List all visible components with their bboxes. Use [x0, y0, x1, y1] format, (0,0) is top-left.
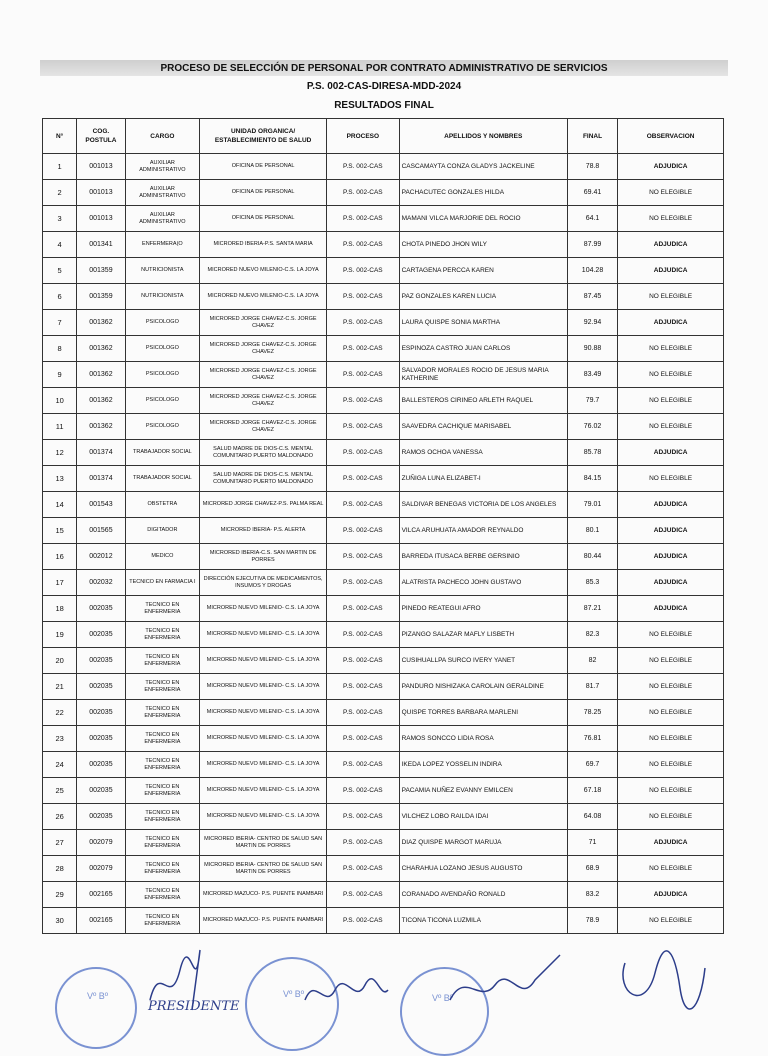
- process: P.S. 002-CAS: [327, 362, 400, 388]
- process: P.S. 002-CAS: [327, 804, 400, 830]
- row-number: 6: [43, 284, 77, 310]
- position: AUXILIAR ADMINISTRATIVO: [125, 180, 200, 206]
- final-score: 92.94: [567, 310, 617, 336]
- candidate-code: 001341: [77, 232, 125, 258]
- row-number: 26: [43, 804, 77, 830]
- position: TECNICO EN ENFERMERIA: [125, 674, 200, 700]
- process: P.S. 002-CAS: [327, 232, 400, 258]
- health-unit: MICRORED IBERIA- CENTRO DE SALUD SAN MARTIN DE PORRES: [200, 856, 327, 882]
- position: AUXILIAR ADMINISTRATIVO: [125, 206, 200, 232]
- position: TECNICO EN ENFERMERIA: [125, 778, 200, 804]
- health-unit: MICRORED NUEVO MILENIO- C.S. LA JOYA: [200, 700, 327, 726]
- health-unit: OFICINA DE PERSONAL: [200, 154, 327, 180]
- header-cell-final: FINAL: [567, 119, 617, 154]
- observation: NO ELEGIBLE: [618, 180, 724, 206]
- table-row: [43, 830, 724, 856]
- table-header-row: [43, 119, 724, 154]
- candidate-name: SALVADOR MORALES ROCIO DE JESUS MARIA KATHERINE: [399, 362, 567, 388]
- signature-area: [0, 935, 768, 1024]
- table-row: [43, 726, 724, 752]
- candidate-name: CARTAGENA PERCCA KAREN: [399, 258, 567, 284]
- row-number: 15: [43, 518, 77, 544]
- observation: NO ELEGIBLE: [618, 804, 724, 830]
- observation: ADJUDICA: [618, 492, 724, 518]
- candidate-name: IKEDA LOPEZ YOSSELIN INDIRA: [399, 752, 567, 778]
- final-score: 64.1: [567, 206, 617, 232]
- observation: NO ELEGIBLE: [618, 752, 724, 778]
- candidate-name: BARREDA ITUSACA BERBE GERSINIO: [399, 544, 567, 570]
- position: NUTRICIONISTA: [125, 284, 200, 310]
- table-row: [43, 648, 724, 674]
- row-number: 17: [43, 570, 77, 596]
- final-score: 82.3: [567, 622, 617, 648]
- process: P.S. 002-CAS: [327, 622, 400, 648]
- table-row: [43, 752, 724, 778]
- process: P.S. 002-CAS: [327, 518, 400, 544]
- final-score: 82: [567, 648, 617, 674]
- results-table: [42, 118, 724, 934]
- observation: NO ELEGIBLE: [618, 778, 724, 804]
- observation: NO ELEGIBLE: [618, 674, 724, 700]
- table-row: [43, 492, 724, 518]
- table-row: [43, 596, 724, 622]
- observation: ADJUDICA: [618, 154, 724, 180]
- health-unit: MICRORED MAZUCO- P.S. PUENTE INAMBARI: [200, 882, 327, 908]
- candidate-name: VILCA ARUHUATA AMADOR REYNALDO: [399, 518, 567, 544]
- health-unit: MICRORED NUEVO MILENIO- C.S. LA JOYA: [200, 648, 327, 674]
- candidate-name: MAMANI VILCA MARJORIE DEL ROCIO: [399, 206, 567, 232]
- position: TECNICO EN ENFERMERIA: [125, 700, 200, 726]
- position: ENFERMERA(O: [125, 232, 200, 258]
- observation: ADJUDICA: [618, 544, 724, 570]
- position: PSICOLOGO: [125, 336, 200, 362]
- row-number: 23: [43, 726, 77, 752]
- observation: NO ELEGIBLE: [618, 648, 724, 674]
- final-score: 71: [567, 830, 617, 856]
- final-score: 104.28: [567, 258, 617, 284]
- table-row: [43, 570, 724, 596]
- row-number: 1: [43, 154, 77, 180]
- health-unit: MICRORED IBERIA-P.S. SANTA MARIA: [200, 232, 327, 258]
- observation: NO ELEGIBLE: [618, 284, 724, 310]
- candidate-code: 001359: [77, 258, 125, 284]
- results-heading: RESULTADOS FINAL: [334, 100, 434, 111]
- process: P.S. 002-CAS: [327, 310, 400, 336]
- position: TECNICO EN ENFERMERIA: [125, 830, 200, 856]
- row-number: 22: [43, 700, 77, 726]
- final-score: 69.7: [567, 752, 617, 778]
- table-row: [43, 206, 724, 232]
- table-row: [43, 414, 724, 440]
- table-row: [43, 622, 724, 648]
- header-cell-name: APELLIDOS Y NOMBRES: [399, 119, 567, 154]
- table-row: [43, 258, 724, 284]
- final-score: 67.18: [567, 778, 617, 804]
- health-unit: SALUD MADRE DE DIOS-C.S. MENTAL COMUNITARIO PUERTO MALDONADO: [200, 466, 327, 492]
- health-unit: MICRORED IBERIA-C.S. SAN MARTIN DE PORRES: [200, 544, 327, 570]
- final-score: 90.88: [567, 336, 617, 362]
- candidate-name: SAAVEDRA CACHIQUE MARISABEL: [399, 414, 567, 440]
- position: PSICOLOGO: [125, 388, 200, 414]
- candidate-name: TICONA TICONA LUZMILA: [399, 908, 567, 934]
- row-number: 9: [43, 362, 77, 388]
- health-unit: MICRORED MAZUCO- P.S. PUENTE INAMBARI: [200, 908, 327, 934]
- final-score: 79.01: [567, 492, 617, 518]
- row-number: 30: [43, 908, 77, 934]
- position: TECNICO EN ENFERMERIA: [125, 882, 200, 908]
- seal-1-text: Vº Bº: [87, 991, 109, 1001]
- candidate-name: ZUÑIGA LUNA ELIZABET-I: [399, 466, 567, 492]
- header-cell-code: COG. POSTULA: [77, 119, 125, 154]
- header-cell-no: N°: [43, 119, 77, 154]
- table-row: [43, 674, 724, 700]
- candidate-code: 001362: [77, 336, 125, 362]
- table-row: [43, 388, 724, 414]
- health-unit: OFICINA DE PERSONAL: [200, 206, 327, 232]
- candidate-code: 002165: [77, 882, 125, 908]
- candidate-name: CASCAMAYTA CONZA GLADYS JACKELINE: [399, 154, 567, 180]
- position: NUTRICIONISTA: [125, 258, 200, 284]
- process: P.S. 002-CAS: [327, 726, 400, 752]
- candidate-code: 002035: [77, 778, 125, 804]
- observation: ADJUDICA: [618, 570, 724, 596]
- observation: ADJUDICA: [618, 830, 724, 856]
- health-unit: MICRORED JORGE CHAVEZ-C.S. JORGE CHAVEZ: [200, 388, 327, 414]
- process: P.S. 002-CAS: [327, 336, 400, 362]
- position: TECNICO EN ENFERMERIA: [125, 648, 200, 674]
- row-number: 28: [43, 856, 77, 882]
- position: OBSTETRA: [125, 492, 200, 518]
- row-number: 19: [43, 622, 77, 648]
- row-number: 20: [43, 648, 77, 674]
- candidate-code: 001543: [77, 492, 125, 518]
- health-unit: MICRORED IBERIA- P.S. ALERTA: [200, 518, 327, 544]
- observation: ADJUDICA: [618, 258, 724, 284]
- process-code: P.S. 002-CAS-DIRESA-MDD-2024: [306, 81, 462, 92]
- final-score: 78.9: [567, 908, 617, 934]
- process: P.S. 002-CAS: [327, 700, 400, 726]
- candidate-code: 002079: [77, 830, 125, 856]
- table-row: [43, 284, 724, 310]
- candidate-code: 002035: [77, 700, 125, 726]
- final-score: 84.15: [567, 466, 617, 492]
- health-unit: MICRORED JORGE CHAVEZ-P.S. PALMA REAL: [200, 492, 327, 518]
- position: MEDICO: [125, 544, 200, 570]
- candidate-code: 002035: [77, 674, 125, 700]
- row-number: 18: [43, 596, 77, 622]
- candidate-name: CHOTA PINEDO JHON WILY: [399, 232, 567, 258]
- table-body: [43, 154, 724, 934]
- candidate-name: DIAZ QUISPE MARGOT MARUJA: [399, 830, 567, 856]
- final-score: 76.81: [567, 726, 617, 752]
- final-score: 80.1: [567, 518, 617, 544]
- candidate-code: 001362: [77, 362, 125, 388]
- signature-4: [605, 943, 715, 1023]
- health-unit: MICRORED NUEVO MILENIO- C.S. LA JOYA: [200, 752, 327, 778]
- document-title: PROCESO DE SELECCIÓN DE PERSONAL POR CONTRATO ADMINISTRATIVO DE SERVICIOS: [160, 63, 608, 74]
- final-score: 83.49: [567, 362, 617, 388]
- row-number: 29: [43, 882, 77, 908]
- final-score: 78.25: [567, 700, 617, 726]
- process: P.S. 002-CAS: [327, 258, 400, 284]
- candidate-code: 002035: [77, 648, 125, 674]
- candidate-name: PAZ GONZALES KAREN LUCIA: [399, 284, 567, 310]
- final-score: 76.02: [567, 414, 617, 440]
- row-number: 16: [43, 544, 77, 570]
- signature-1-caption: PRESIDENTE: [148, 999, 240, 1014]
- process: P.S. 002-CAS: [327, 856, 400, 882]
- row-number: 10: [43, 388, 77, 414]
- position: TECNICO EN ENFERMERIA: [125, 622, 200, 648]
- position: AUXILIAR ADMINISTRATIVO: [125, 154, 200, 180]
- candidate-code: 002012: [77, 544, 125, 570]
- table-row: [43, 154, 724, 180]
- position: TECNICO EN ENFERMERIA: [125, 752, 200, 778]
- row-number: 11: [43, 414, 77, 440]
- row-number: 13: [43, 466, 77, 492]
- process: P.S. 002-CAS: [327, 492, 400, 518]
- final-score: 85.3: [567, 570, 617, 596]
- observation: NO ELEGIBLE: [618, 362, 724, 388]
- position: TECNICO EN FARMACIA I: [125, 570, 200, 596]
- candidate-code: 001359: [77, 284, 125, 310]
- process: P.S. 002-CAS: [327, 466, 400, 492]
- header-cell-cargo: CARGO: [125, 119, 200, 154]
- observation: NO ELEGIBLE: [618, 336, 724, 362]
- process: P.S. 002-CAS: [327, 544, 400, 570]
- process: P.S. 002-CAS: [327, 284, 400, 310]
- process: P.S. 002-CAS: [327, 596, 400, 622]
- candidate-name: PACHACUTEC GONZALES HILDA: [399, 180, 567, 206]
- table-row: [43, 518, 724, 544]
- candidate-name: ALATRISTA PACHECO JOHN GUSTAVO: [399, 570, 567, 596]
- row-number: 8: [43, 336, 77, 362]
- observation: ADJUDICA: [618, 518, 724, 544]
- health-unit: MICRORED JORGE CHAVEZ-C.S. JORGE CHAVEZ: [200, 362, 327, 388]
- health-unit: SALUD MADRE DE DIOS-C.S. MENTAL COMUNITARIO PUERTO MALDONADO: [200, 440, 327, 466]
- candidate-name: CUSIHUALLPA SURCO IVERY YANET: [399, 648, 567, 674]
- candidate-code: 001565: [77, 518, 125, 544]
- observation: NO ELEGIBLE: [618, 908, 724, 934]
- table-row: [43, 804, 724, 830]
- observation: ADJUDICA: [618, 596, 724, 622]
- table-row: [43, 362, 724, 388]
- position: PSICOLOGO: [125, 414, 200, 440]
- seal-2-text: Vº Bº: [283, 989, 305, 999]
- process: P.S. 002-CAS: [327, 908, 400, 934]
- table-row: [43, 180, 724, 206]
- observation: NO ELEGIBLE: [618, 388, 724, 414]
- header-cell-process: PROCESO: [327, 119, 400, 154]
- candidate-name: BALLESTEROS CIRINEO ARLETH RAQUEL: [399, 388, 567, 414]
- candidate-name: PACAMIA NUÑEZ EVANNY EMILCEN: [399, 778, 567, 804]
- process: P.S. 002-CAS: [327, 778, 400, 804]
- table-row: [43, 310, 724, 336]
- health-unit: MICRORED NUEVO MILENIO- C.S. LA JOYA: [200, 622, 327, 648]
- process: P.S. 002-CAS: [327, 752, 400, 778]
- row-number: 14: [43, 492, 77, 518]
- signature-2: [300, 970, 390, 1020]
- table-row: [43, 232, 724, 258]
- process: P.S. 002-CAS: [327, 674, 400, 700]
- row-number: 2: [43, 180, 77, 206]
- observation: NO ELEGIBLE: [618, 622, 724, 648]
- process: P.S. 002-CAS: [327, 154, 400, 180]
- table-row: [43, 700, 724, 726]
- position: PSICOLOGO: [125, 310, 200, 336]
- table-row: [43, 440, 724, 466]
- position: PSICOLOGO: [125, 362, 200, 388]
- health-unit: MICRORED NUEVO MILENIO- C.S. LA JOYA: [200, 804, 327, 830]
- candidate-code: 001362: [77, 388, 125, 414]
- health-unit: MICRORED NUEVO MILENIO- C.S. LA JOYA: [200, 778, 327, 804]
- final-score: 81.7: [567, 674, 617, 700]
- candidate-name: PIZANGO SALAZAR MAFLY LISBETH: [399, 622, 567, 648]
- row-number: 4: [43, 232, 77, 258]
- candidate-code: 002032: [77, 570, 125, 596]
- candidate-code: 001374: [77, 466, 125, 492]
- candidate-code: 002035: [77, 752, 125, 778]
- row-number: 5: [43, 258, 77, 284]
- final-score: 87.21: [567, 596, 617, 622]
- final-score: 68.9: [567, 856, 617, 882]
- health-unit: OFICINA DE PERSONAL: [200, 180, 327, 206]
- candidate-name: RAMOS SONCCO LIDIA ROSA: [399, 726, 567, 752]
- final-score: 85.78: [567, 440, 617, 466]
- final-score: 79.7: [567, 388, 617, 414]
- candidate-code: 002035: [77, 622, 125, 648]
- candidate-code: 002035: [77, 726, 125, 752]
- signature-3: [440, 950, 570, 1020]
- candidate-name: LAURA QUISPE SONIA MARTHA: [399, 310, 567, 336]
- row-number: 12: [43, 440, 77, 466]
- position: TECNICO EN ENFERMERIA: [125, 804, 200, 830]
- observation: NO ELEGIBLE: [618, 856, 724, 882]
- process: P.S. 002-CAS: [327, 570, 400, 596]
- process: P.S. 002-CAS: [327, 180, 400, 206]
- observation: ADJUDICA: [618, 440, 724, 466]
- candidate-name: ESPINOZA CASTRO JUAN CARLOS: [399, 336, 567, 362]
- candidate-code: 001013: [77, 154, 125, 180]
- row-number: 3: [43, 206, 77, 232]
- health-unit: MICRORED NUEVO MILENIO- C.S. LA JOYA: [200, 596, 327, 622]
- header-cell-observation: OBSERVACION: [618, 119, 724, 154]
- candidate-code: 001013: [77, 180, 125, 206]
- health-unit: MICRORED NUEVO MILENIO-C.S. LA JOYA: [200, 284, 327, 310]
- process: P.S. 002-CAS: [327, 830, 400, 856]
- row-number: 7: [43, 310, 77, 336]
- final-score: 78.8: [567, 154, 617, 180]
- header-cell-unit: UNIDAD ORGANICA/ ESTABLECIMIENTO DE SALUD: [200, 119, 327, 154]
- position: DIGITADOR: [125, 518, 200, 544]
- observation: ADJUDICA: [618, 232, 724, 258]
- observation: NO ELEGIBLE: [618, 206, 724, 232]
- position: TRABAJADOR SOCIAL: [125, 440, 200, 466]
- health-unit: MICRORED IBERIA- CENTRO DE SALUD SAN MARTIN DE PORRES: [200, 830, 327, 856]
- final-score: 64.08: [567, 804, 617, 830]
- candidate-name: PINEDO REATEGUI AFRO: [399, 596, 567, 622]
- candidate-code: 001362: [77, 310, 125, 336]
- process: P.S. 002-CAS: [327, 206, 400, 232]
- seal-stamp-1: [55, 967, 137, 1049]
- final-score: 87.99: [567, 232, 617, 258]
- observation: ADJUDICA: [618, 310, 724, 336]
- final-score: 69.41: [567, 180, 617, 206]
- health-unit: MICRORED JORGE CHAVEZ-C.S. JORGE CHAVEZ: [200, 310, 327, 336]
- candidate-code: 002035: [77, 596, 125, 622]
- observation: NO ELEGIBLE: [618, 466, 724, 492]
- process: P.S. 002-CAS: [327, 648, 400, 674]
- row-number: 27: [43, 830, 77, 856]
- position: TECNICO EN ENFERMERIA: [125, 596, 200, 622]
- health-unit: MICRORED JORGE CHAVEZ-C.S. JORGE CHAVEZ: [200, 336, 327, 362]
- seal-3-text: Vº Bº: [432, 993, 454, 1003]
- row-number: 21: [43, 674, 77, 700]
- health-unit: MICRORED NUEVO MILENIO- C.S. LA JOYA: [200, 726, 327, 752]
- candidate-name: CORANADO AVENDAÑO RONALD: [399, 882, 567, 908]
- row-number: 24: [43, 752, 77, 778]
- candidate-name: RAMOS OCHOA VANESSA: [399, 440, 567, 466]
- final-score: 80.44: [567, 544, 617, 570]
- observation: NO ELEGIBLE: [618, 700, 724, 726]
- health-unit: DIRECCIÓN EJECUTIVA DE MEDICAMENTOS, INSUMOS Y DROGAS: [200, 570, 327, 596]
- position: TRABAJADOR SOCIAL: [125, 466, 200, 492]
- candidate-name: SALDIVAR BENEGAS VICTORIA DE LOS ANGELES: [399, 492, 567, 518]
- candidate-name: PANDURO NISHIZAKA CAROLAIN GERALDINE: [399, 674, 567, 700]
- position: TECNICO EN ENFERMERIA: [125, 726, 200, 752]
- process: P.S. 002-CAS: [327, 414, 400, 440]
- candidate-name: QUISPE TORRES BARBARA MARLENI: [399, 700, 567, 726]
- row-number: 25: [43, 778, 77, 804]
- candidate-code: 001013: [77, 206, 125, 232]
- health-unit: MICRORED JORGE CHAVEZ-C.S. JORGE CHAVEZ: [200, 414, 327, 440]
- candidate-code: 002079: [77, 856, 125, 882]
- observation: ADJUDICA: [618, 882, 724, 908]
- candidate-code: 001362: [77, 414, 125, 440]
- position: TECNICO EN ENFERMERIA: [125, 908, 200, 934]
- candidate-code: 002035: [77, 804, 125, 830]
- candidate-name: VILCHEZ LOBO RAILDA IDAI: [399, 804, 567, 830]
- table-row: [43, 336, 724, 362]
- health-unit: MICRORED NUEVO MILENIO- C.S. LA JOYA: [200, 674, 327, 700]
- table-row: [43, 882, 724, 908]
- table-row: [43, 908, 724, 934]
- candidate-code: 001374: [77, 440, 125, 466]
- final-score: 87.45: [567, 284, 617, 310]
- observation: NO ELEGIBLE: [618, 726, 724, 752]
- final-score: 83.2: [567, 882, 617, 908]
- position: TECNICO EN ENFERMERIA: [125, 856, 200, 882]
- table-row: [43, 778, 724, 804]
- candidate-name: CHARAHUA LOZANO JESUS AUGUSTO: [399, 856, 567, 882]
- process: P.S. 002-CAS: [327, 882, 400, 908]
- table-row: [43, 856, 724, 882]
- process: P.S. 002-CAS: [327, 440, 400, 466]
- observation: NO ELEGIBLE: [618, 414, 724, 440]
- candidate-code: 002165: [77, 908, 125, 934]
- health-unit: MICRORED NUEVO MILENIO-C.S. LA JOYA: [200, 258, 327, 284]
- table-row: [43, 544, 724, 570]
- table-row: [43, 466, 724, 492]
- process: P.S. 002-CAS: [327, 388, 400, 414]
